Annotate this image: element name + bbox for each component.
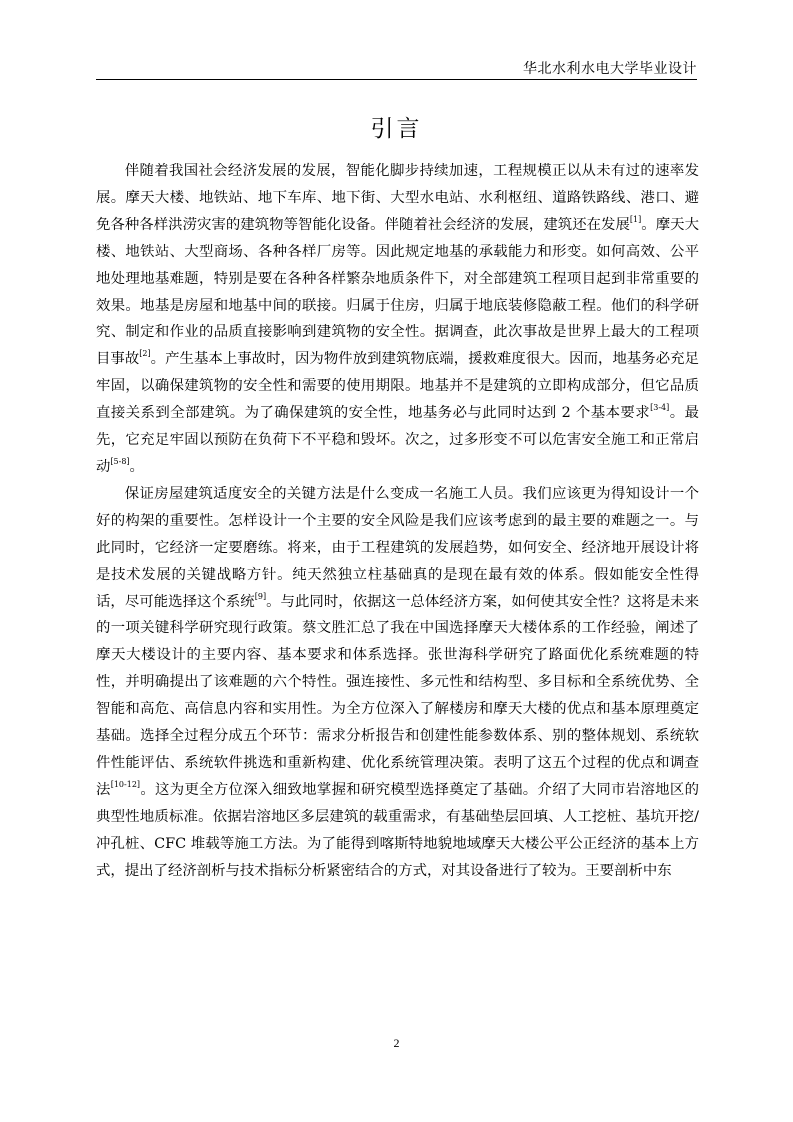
section-title: 引言 bbox=[370, 116, 423, 142]
header-divider bbox=[96, 79, 697, 80]
page-number: 2 bbox=[393, 1036, 400, 1050]
paragraph-text: 。 bbox=[129, 458, 144, 475]
citation-ref: [2] bbox=[139, 349, 151, 359]
paragraph-text: 。产生基本上事故时，因为物件放到建筑物底端，援救难度很大。因而，地基务必充足牢固，以确保建筑物的安全性和需要的使用期限。地基并不是建筑的立即构成部分，但它品质直接关系到全部建筑。为了确保建筑的安全性，地基务必与此同时达到 2 个基本要求 bbox=[96, 351, 699, 422]
paragraph-text: 。最先，它充足牢固以预防在负荷下不平稳和毁坏。次之，过多形变不可以危害安全施工和正常启动 bbox=[96, 405, 699, 475]
running-header: 华北水利水电大学毕业设计 bbox=[523, 61, 697, 77]
paragraph-text: 保证房屋建筑适度安全的关键方法是什么变成一名施工人员。我们应该更为得知设计一个好的构架的重要性。怎样设计一个主要的安全风险是我们应该考虑到的最主要的难题之一。与此同时，它经济一定要磨练。将来，由于工程建筑的发展趋势，如何安全、经济地开展设计将是技术发展的关键战略方针。纯天然独立柱基础真的是现在最有效的体系。假如能安全性得话，尽可能选择这个系统 bbox=[96, 485, 699, 610]
citation-ref: [5-8] bbox=[110, 456, 130, 466]
paragraph-text: 。这为更全方位深入细致地掌握和研究模型选择奠定了基础。介绍了大同市岩溶地区的典型性地质标准。依据岩溶地区多层建筑的载重需求，有基础垫层回填、人工挖桩、基坑开挖/冲孔桩、CFC 堆载等施工方法。为了能得到喀斯特地貌地域摩天大楼公平公正经济的基本上方式，提出了经济剖析与技术指标分析紧密结合的方式，对其设备进行了较为。王要剖析中东 bbox=[96, 781, 699, 879]
body-paragraph bbox=[96, 481, 699, 885]
body-paragraph bbox=[96, 158, 699, 481]
body-text bbox=[96, 158, 699, 884]
paragraph-text: 。与此同时，依据这一总体经济方案，如何使其安全性？这将是未来的一项关键科学研究现行政策。蔡文胜汇总了我在中国选择摩天大楼体系的工作经验，阐述了摩天大楼设计的主要内容、基本要求和体系选择。张世海科学研究了路面优化系统难题的特性，并明确提出了该难题的六个特性。强连接性、多元性和结构型、多目标和全系统优势、全智能和高危、高信息内容和实用性。为全方位深入了解楼房和摩天大楼的优点和基本原理奠定基础。选择全过程分成五个环节：需求分析报告和创建性能参数体系、别的整体规划、系统软件性能评估、系统软件挑选和重新构建、优化系统管理决策。表明了这五个过程的优点和调查法 bbox=[96, 593, 699, 798]
paragraph-text: 。摩天大楼、地铁站、大型商场、各种各样厂房等。因此规定地基的承载能力和形变。如何高效、公平地处理地基难题，特别是要在各种各样繁杂地质条件下，对全部建筑工程项目起到非常重要的效果。地基是房屋和地基中间的联接。归属于住房，归属于地底装修隐蔽工程。他们的科学研究、制定和作业的品质直接影响到建筑物的安全性。据调查，此次事故是世界上最大的工程项目事故 bbox=[96, 216, 699, 368]
citation-ref: [10-12] bbox=[110, 779, 141, 789]
citation-ref: [1] bbox=[629, 214, 642, 224]
paragraph-text: 伴随着我国社会经济发展的发展，智能化脚步持续加速，工程规模正以从未有过的速率发展。摩天大楼、地铁站、地下车库、地下街、大型水电站、水利枢纽、道路铁路线、港口、避免各种各样洪涝灾害的建筑物等智能化设备。伴随着社会经济的发展，建筑还在发展 bbox=[96, 163, 699, 233]
citation-ref: [3-4] bbox=[650, 403, 670, 413]
citation-ref: [9] bbox=[254, 591, 267, 601]
